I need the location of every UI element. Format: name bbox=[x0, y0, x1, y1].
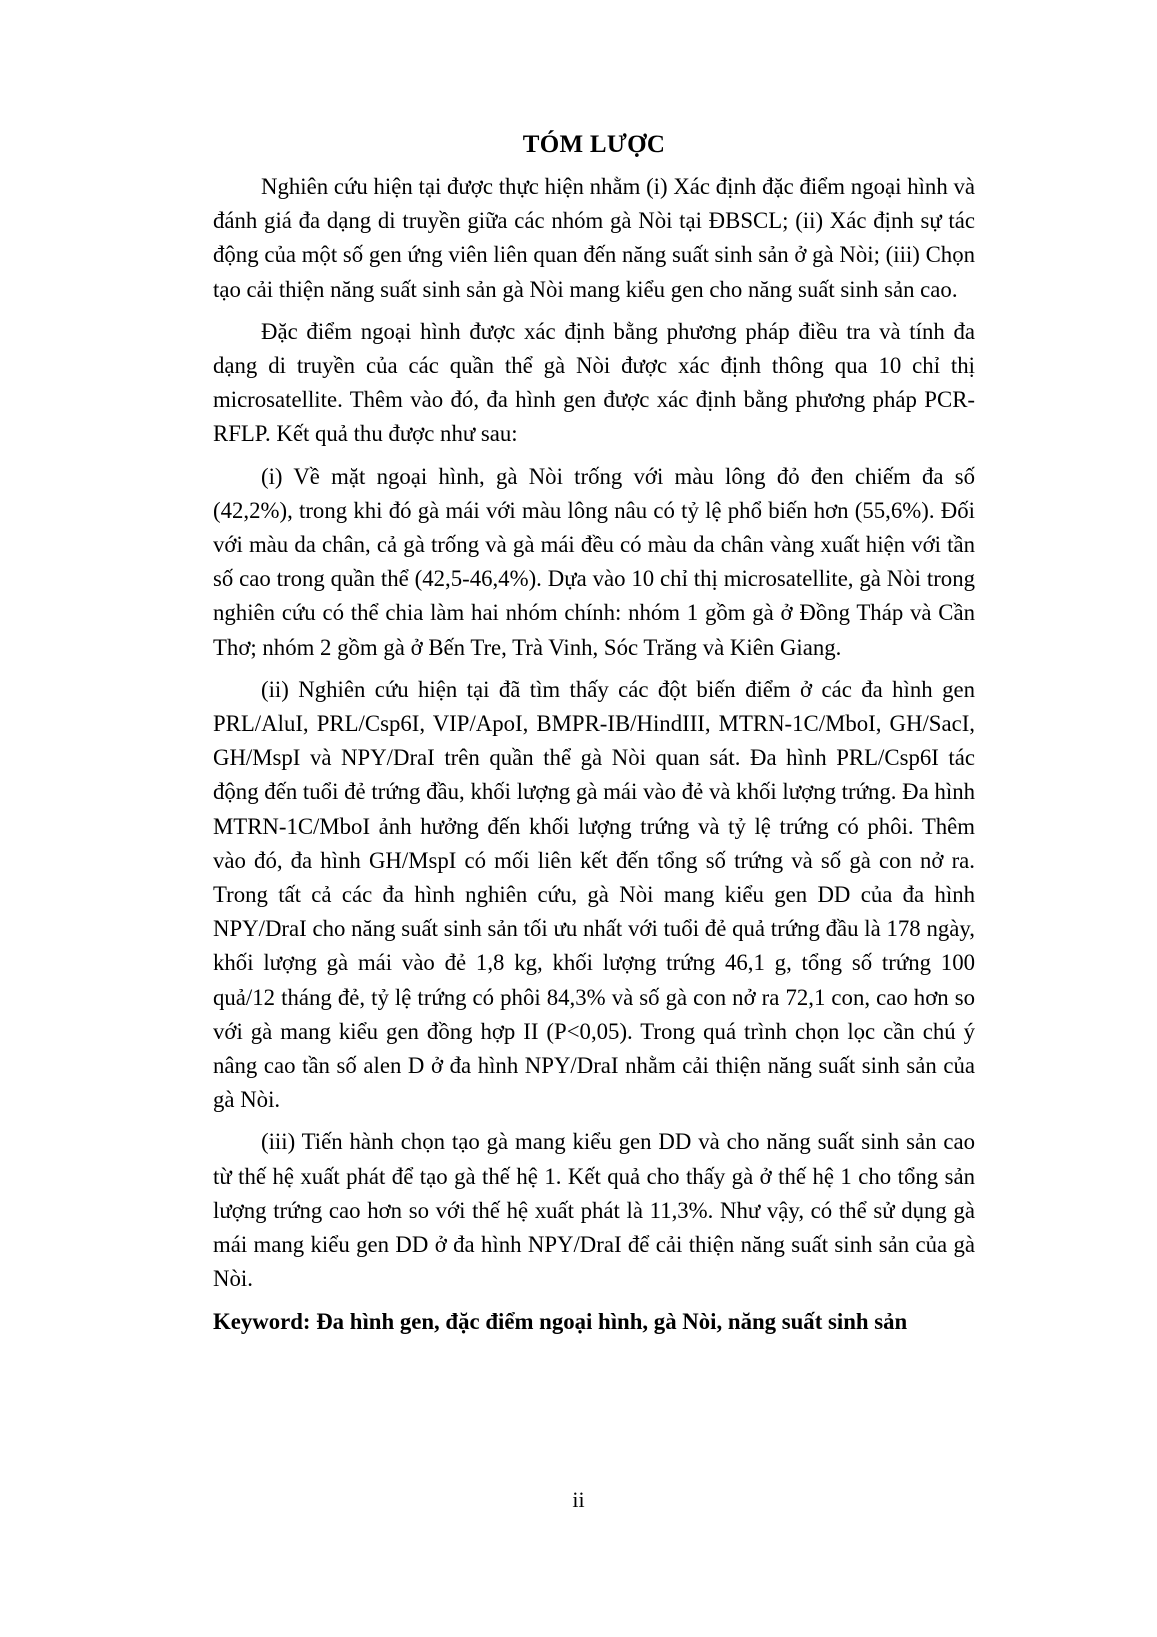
paragraph-result-iii: (iii) Tiến hành chọn tạo gà mang kiểu gen DD và cho năng suất sinh sản cao từ thế hệ xuất phát để tạo gà thế hệ 1. Kết quả cho thấy gà ở thế hệ 1 cho tổng sản lượng trứng cao hơn so với thế hệ xuất phát là 11,3%. Như vậy, có thể sử dụng gà mái mang kiểu gen DD ở đa hình NPY/DraI để cải thiện năng suất sinh sản của gà Nòi. bbox=[213, 1129, 975, 1292]
page-title: TÓM LƯỢC bbox=[522, 131, 666, 158]
page-number: ii bbox=[572, 1487, 585, 1512]
paragraph-result-i: (i) Về mặt ngoại hình, gà Nòi trống với màu lông đỏ đen chiếm đa số (42,2%), trong khi đó gà mái với màu lông nâu có tỷ lệ phổ biến hơn (55,6%). Đối với màu da chân, cả gà trống và gà mái đều có màu da chân vàng xuất hiện với tần số cao trong quần thể (42,5-46,4%). Dựa vào 10 chỉ thị microsatellite, gà Nòi trong nghiên cứu có thể chia làm hai nhóm chính: nhóm 1 gồm gà ở Đồng Tháp và Cần Thơ; nhóm 2 gồm gà ở Bến Tre, Trà Vinh, Sóc Trăng và Kiên Giang. bbox=[213, 463, 975, 660]
paragraph-methods: Đặc điểm ngoại hình được xác định bằng phương pháp điều tra và tính đa dạng di truyền của các quần thể gà Nòi được xác định thông qua 10 chỉ thị microsatellite. Thêm vào đó, đa hình gen được xác định bằng phương pháp PCR-RFLP. Kết quả thu được như sau: bbox=[213, 318, 975, 447]
abstract-page bbox=[213, 128, 975, 1339]
paragraph-objectives: Nghiên cứu hiện tại được thực hiện nhằm (i) Xác định đặc điểm ngoại hình và đánh giá đa dạng di truyền giữa các nhóm gà Nòi tại ĐBSCL; (ii) Xác định sự tác động của một số gen ứng viên liên quan đến năng suất sinh sản ở gà Nòi; (iii) Chọn tạo cải thiện năng suất sinh sản gà Nòi mang kiểu gen cho năng suất sinh sản cao. bbox=[213, 174, 975, 302]
keywords-line: Keyword: Đa hình gen, đặc điểm ngoại hình, gà Nòi, năng suất sinh sản bbox=[213, 1308, 908, 1334]
paragraph-result-ii: (ii) Nghiên cứu hiện tại đã tìm thấy các đột biến điểm ở các đa hình gen PRL/AluI, PRL/Csp6I, VIP/ApoI, BMPR-IB/HindIII, MTRN-1C/MboI, GH/SacI, GH/MspI và NPY/DraI trên quần thể gà Nòi quan sát. Đa hình PRL/Csp6I tác động đến tuổi đẻ trứng đầu, khối lượng gà mái vào đẻ và khối lượng trứng. Đa hình MTRN-1C/MboI ảnh hưởng đến khối lượng trứng và tỷ lệ trứng có phôi. Thêm vào đó, đa hình GH/MspI có mối liên kết đến tổng số trứng và số gà con nở ra. Trong tất cả các đa hình nghiên cứu, gà Nòi mang kiểu gen DD của đa hình NPY/DraI cho năng suất sinh sản tối ưu nhất với tuổi đẻ quả trứng đầu là 178 ngày, khối lượng gà mái vào đẻ 1,8 kg, khối lượng trứng 46,1 g, tổng số trứng 100 quả/12 tháng đẻ, tỷ lệ trứng có phôi 84,3% và số gà con nở ra 72,1 con, cao hơn so với gà mang kiểu gen đồng hợp II (P<0,05). Trong quá trình chọn lọc cần chú ý nâng cao tần số alen D ở đa hình NPY/DraI nhằm cải thiện năng suất sinh sản của gà Nòi. bbox=[213, 676, 975, 1113]
